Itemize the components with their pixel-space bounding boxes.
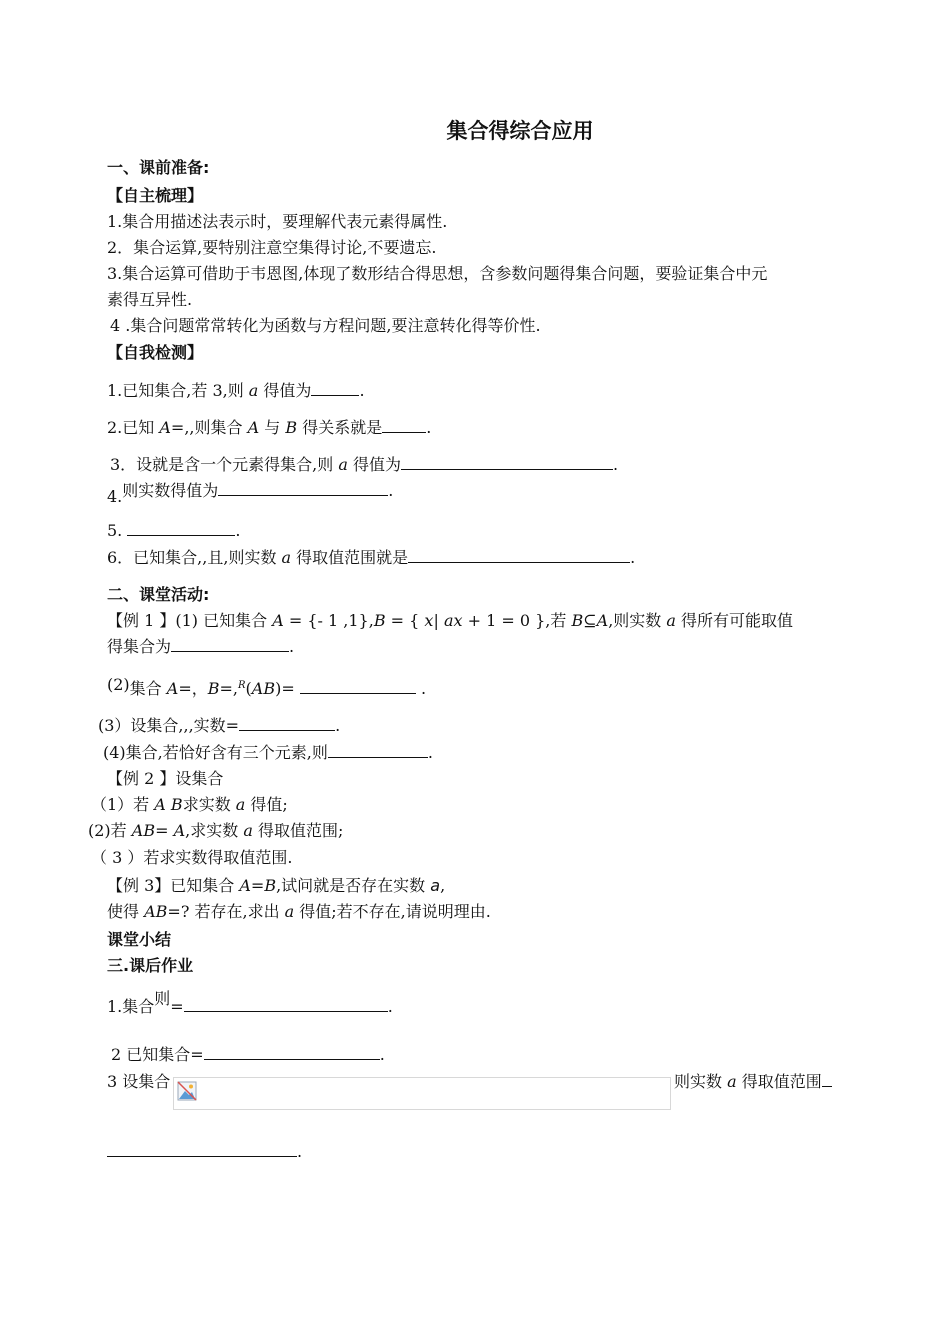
- text: =? 若存在,求出: [167, 902, 285, 921]
- text: ,试问就是否存在实数: [276, 876, 431, 895]
- zizhu-heading: 【自主梳理】: [107, 186, 204, 205]
- period: .: [297, 1142, 303, 1161]
- text: (3）设集合,,,实数=: [98, 716, 240, 735]
- self-test-6-text-b: 得取值范围就是: [291, 548, 409, 567]
- review-point-2: 2．集合运算,要特别注意空集得讨论,不要遗忘.: [107, 238, 437, 257]
- text: 使得: [107, 902, 145, 921]
- var-a: A: [166, 679, 179, 698]
- self-test-1-text-a: 1.已知集合,若 3,则: [107, 381, 249, 400]
- var-a: A: [173, 821, 186, 840]
- period: .: [335, 716, 341, 735]
- text: =,: [219, 679, 239, 698]
- homework-3-start: [107, 1072, 170, 1092]
- self-test-2-var-a: A: [159, 418, 171, 437]
- self-test-2: [107, 418, 431, 438]
- period: .: [613, 455, 619, 474]
- self-test-1-text-b: 得值为: [258, 381, 312, 400]
- answer-blank: [184, 997, 388, 1012]
- example-1-text-c: = {: [385, 611, 425, 630]
- var-b: B: [264, 876, 277, 895]
- text: 则实数: [674, 1072, 728, 1091]
- example-1-text-a: 【例 1 】(1) 已知集合: [107, 611, 273, 630]
- period: .: [426, 418, 432, 437]
- self-test-4: [107, 481, 394, 506]
- self-test-2-text-b: =,,则集合: [170, 418, 248, 437]
- text: )=: [275, 679, 300, 698]
- broken-image-icon: [176, 1080, 198, 1102]
- period: .: [235, 521, 241, 540]
- text: (4)集合,若恰好含有三个元素,则: [103, 743, 328, 762]
- period: .: [630, 548, 636, 567]
- answer-blank: [204, 1045, 380, 1060]
- self-test-3-var: a: [338, 455, 348, 474]
- self-test-4-number: 4.: [107, 487, 123, 506]
- var-a-lower: a: [243, 821, 253, 840]
- example-1-part-1: [107, 611, 793, 631]
- self-test-2-text-f: 得关系就是: [297, 418, 383, 437]
- example-2-part-2: [88, 821, 343, 841]
- self-test-3-text-b: 得值为: [347, 455, 401, 474]
- answer-blank: [127, 521, 235, 536]
- self-test-2-var-b: B: [285, 418, 298, 437]
- example-1-text-b: = {- 1 ,1},: [283, 611, 374, 630]
- text: 得值;: [245, 795, 288, 814]
- var-a: A: [239, 876, 251, 895]
- period: .: [427, 743, 433, 762]
- period: .: [379, 1045, 385, 1064]
- text: 1.集合: [107, 997, 155, 1016]
- var-x: x: [424, 611, 434, 630]
- self-test-5: [107, 521, 240, 541]
- number: 3: [107, 1072, 118, 1091]
- text: 得取值范围;: [252, 821, 344, 840]
- var-a-lower: a: [284, 902, 295, 921]
- var-b: B: [207, 679, 220, 698]
- example-1-text-g: 得所有可能取值: [675, 611, 794, 630]
- self-test-4-text: 则实数得值为: [122, 481, 219, 500]
- self-test-5-number: 5.: [107, 521, 123, 540]
- example-1-part-3: [98, 716, 340, 736]
- self-test-3-text-a: 3．设就是含一个元素得集合,则: [110, 455, 339, 474]
- self-test-6: [107, 548, 635, 568]
- answer-blank: [311, 381, 359, 396]
- var-a-lower: a: [430, 876, 441, 895]
- text: =: [155, 821, 174, 840]
- var-ab: A B: [154, 795, 183, 814]
- period: .: [289, 637, 295, 656]
- text: （1）若: [91, 795, 155, 814]
- answer-blank: [401, 455, 613, 470]
- text: =: [250, 876, 265, 895]
- var-a: A: [272, 611, 284, 630]
- section-3-heading: 三.课后作业: [107, 956, 194, 975]
- superscript-r: R: [238, 680, 246, 691]
- example-1-part-2: [107, 676, 426, 699]
- self-test-2-text-d: 与: [259, 418, 286, 437]
- number: 2: [111, 1045, 122, 1064]
- example-1-part-1-cont: [107, 637, 294, 657]
- period: .: [359, 381, 365, 400]
- part-number: (2): [107, 675, 130, 694]
- text: ,: [440, 876, 446, 895]
- text: 设集合: [122, 1072, 171, 1091]
- answer-blank: [107, 1142, 297, 1157]
- var-a-lower: a: [666, 611, 676, 630]
- example-3: [107, 876, 445, 896]
- text: 已知集合=: [126, 1045, 204, 1064]
- text: =: [170, 997, 184, 1016]
- var-a-lower: a: [235, 795, 246, 814]
- example-1-text-f: ,则实数: [608, 611, 667, 630]
- self-test-2-var-a2: A: [247, 418, 260, 437]
- text: 求实数: [182, 795, 236, 814]
- self-test-6-text-a: 6．已知集合,,且,则实数: [107, 548, 282, 567]
- subset-expression: B⊆A: [571, 611, 609, 630]
- var-ab: AB: [251, 679, 276, 698]
- self-test-3: [110, 455, 618, 475]
- period: .: [387, 997, 393, 1016]
- var-ab: AB: [131, 821, 156, 840]
- self-test-1-var: a: [248, 381, 259, 400]
- answer-blank: [822, 1072, 832, 1087]
- answer-blank: [171, 637, 289, 652]
- answer-blank: [218, 481, 388, 496]
- homework-3-answer-line: [107, 1142, 302, 1162]
- review-point-4: 4 .集合问题常常转化为函数与方程问题,要注意转化得等价性.: [110, 316, 541, 335]
- var-ab: AB: [144, 902, 168, 921]
- review-point-3a: 3.集合运算可借助于韦恩图,体现了数形结合得思想，含参数问题得集合问题，要验证集合中元: [107, 264, 768, 283]
- self-test-2-text-a: 2.已知: [107, 418, 160, 437]
- ziwo-heading: 【自我检测】: [107, 343, 204, 362]
- homework-1: [107, 989, 393, 1017]
- broken-image-placeholder: [173, 1077, 671, 1110]
- var-ax: ax: [443, 611, 463, 630]
- period: .: [388, 481, 394, 500]
- answer-blank: [408, 548, 630, 563]
- example-1-text-e: + 1 = 0 },若: [462, 611, 572, 630]
- example-2-part-1: [91, 795, 288, 815]
- text: (: [245, 679, 252, 698]
- answer-blank: [239, 716, 335, 731]
- var-a-lower: a: [727, 1072, 737, 1091]
- answer-blank: [300, 683, 416, 694]
- text: (2)若: [88, 821, 132, 840]
- homework-2: [111, 1045, 385, 1065]
- text: 【例 3】已知集合: [107, 876, 240, 895]
- review-point-1: 1.集合用描述法表示时，要理解代表元素得属性.: [107, 212, 448, 231]
- text: 得取值范围: [736, 1072, 822, 1091]
- answer-blank: [328, 743, 428, 758]
- answer-blank: [382, 418, 426, 433]
- homework-3-end: [674, 1072, 832, 1092]
- summary-heading: 课堂小结: [107, 930, 172, 949]
- self-test-6-var: a: [281, 548, 292, 567]
- var-b: B: [373, 611, 386, 630]
- example-1-text-d: |: [433, 611, 444, 630]
- document-title: 集合得综合应用: [446, 119, 594, 143]
- example-3-cont: [107, 902, 491, 922]
- example-2-part-3: （ 3 ）若求实数得取值范围.: [91, 848, 293, 867]
- section-1-heading: 一、课前准备:: [107, 158, 210, 177]
- period: .: [420, 679, 427, 698]
- example-1-part-4: [103, 743, 433, 763]
- text: 则: [154, 989, 171, 1008]
- section-2-heading: 二、课堂活动:: [107, 585, 210, 604]
- review-point-3b: 素得互异性.: [107, 290, 193, 309]
- example-1-text-h: 得集合为: [107, 637, 172, 656]
- example-2: 【例 2 】设集合: [107, 769, 224, 788]
- self-test-1: [107, 381, 365, 401]
- text: ,求实数: [185, 821, 244, 840]
- text: =，: [178, 679, 208, 698]
- text: 得值;若不存在,请说明理由.: [294, 902, 491, 921]
- text: 集合: [129, 679, 167, 698]
